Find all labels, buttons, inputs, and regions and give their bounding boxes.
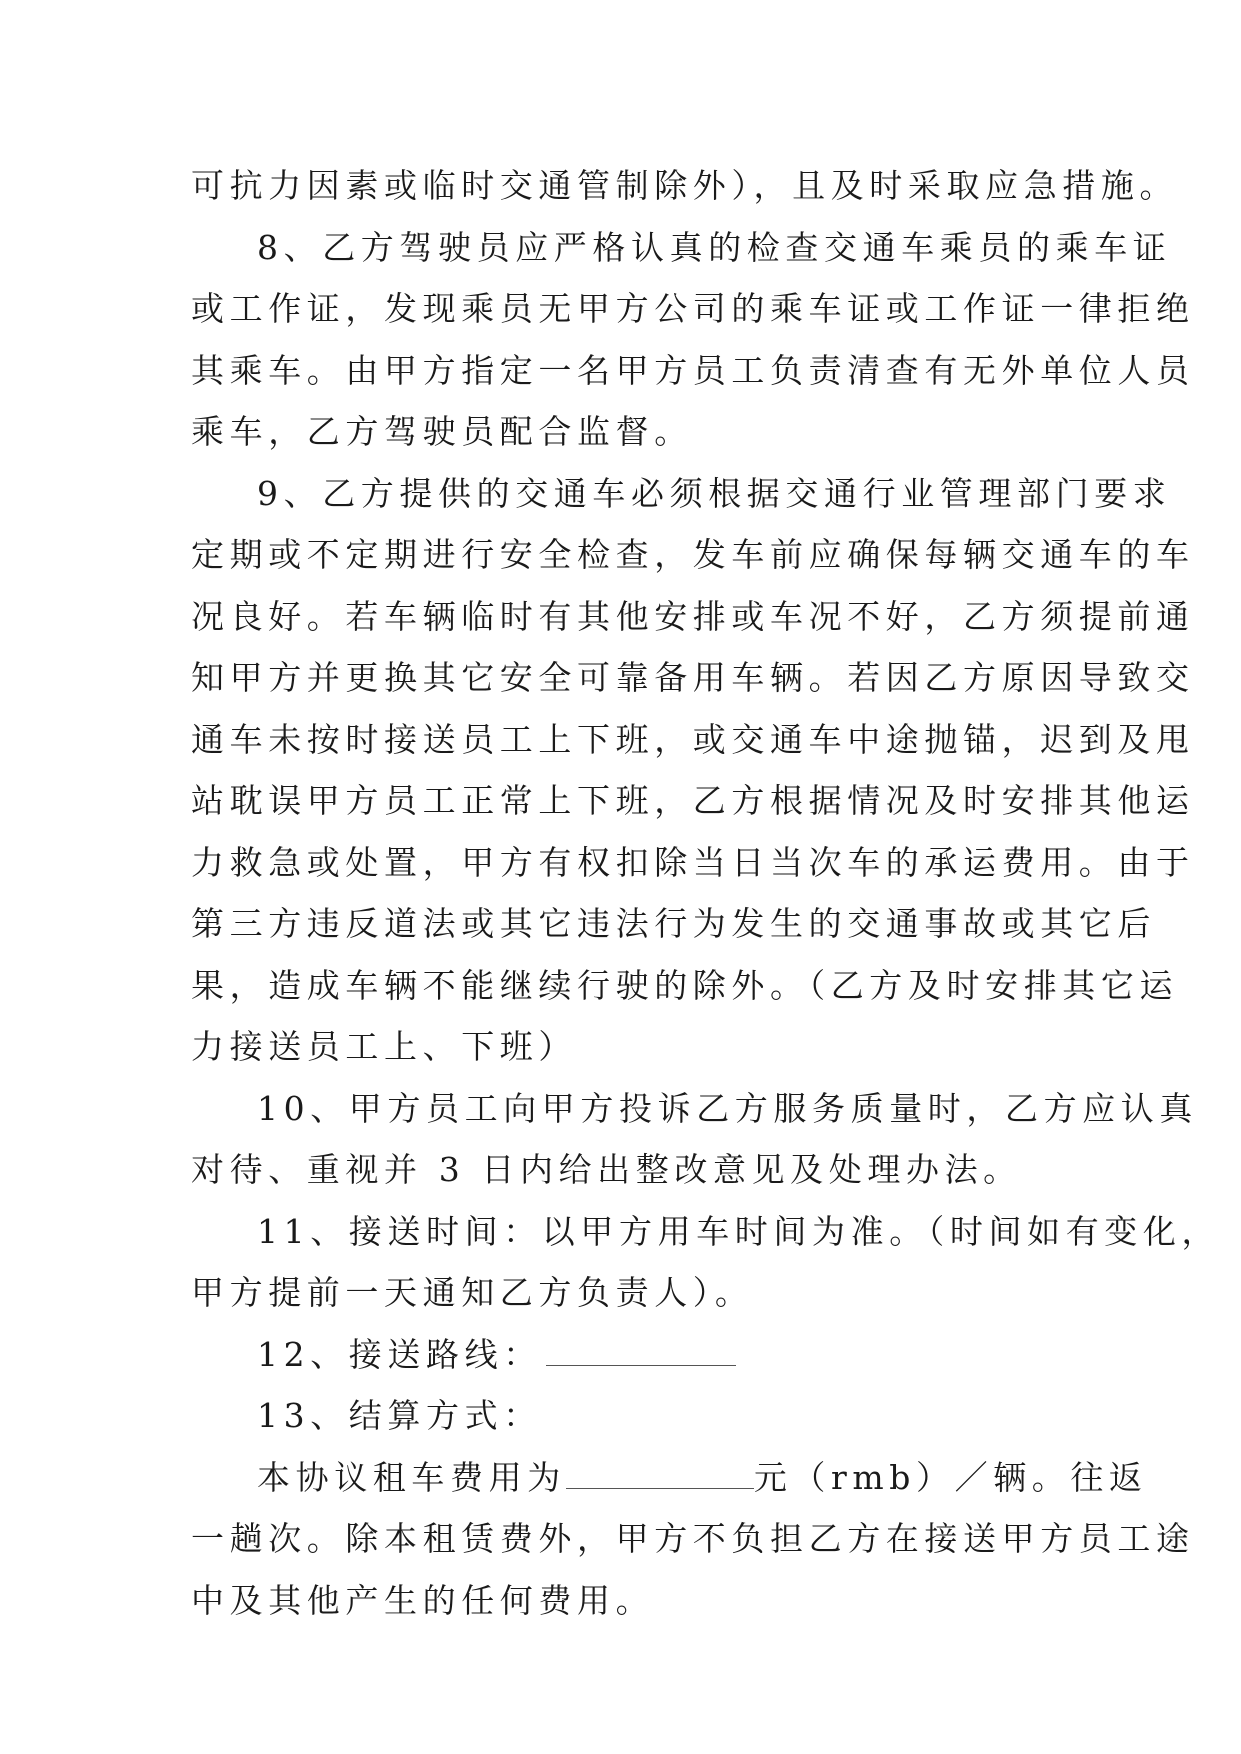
paragraph-line: 可抗力因素或临时交通管制除外），且及时采取应急措施。: [191, 166, 1179, 205]
paragraph-line: 9、乙方提供的交通车必须根据交通行业管理部门要求: [257, 473, 1172, 513]
paragraph-line: 力救急或处置，甲方有权扣除当日当次车的承运费用。由于: [191, 842, 1195, 882]
settlement-label: 13、结算方式：: [257, 1396, 542, 1435]
paragraph-line: 知甲方并更换其它安全可靠备用车辆。若因乙方原因导致交: [191, 658, 1195, 697]
paragraph-line: 第三方违反道法或其它违法行为发生的交通事故或其它后: [191, 904, 1156, 943]
document-body: [191, 155, 1221, 1324]
paragraph-line: 一趟次。除本租赁费外，甲方不负担乙方在接送甲方员工途: [191, 1519, 1195, 1558]
paragraph-line: 站耽误甲方员工正常上下班，乙方根据情况及时安排其他运: [191, 781, 1195, 820]
paragraph-line: 力接送员工上、下班）: [191, 1027, 577, 1066]
paragraph-line: 对待、重视并 3 日内给出整改意见及处理办法。: [191, 1150, 1022, 1189]
paragraph-line: 10、甲方员工向甲方投诉乙方服务质量时，乙方应认真: [257, 1088, 1198, 1128]
fee-suffix: 元（rmb）／辆。往返: [753, 1457, 1148, 1497]
paragraph-line: 况良好。若车辆临时有其他安排或车况不好，乙方须提前通: [191, 596, 1195, 636]
paragraph-line: 定期或不定期进行安全检查，发车前应确保每辆交通车的车: [191, 535, 1195, 574]
paragraph-line: 乘车，乙方驾驶员配合监督。: [191, 412, 693, 451]
fee-line: [191, 1447, 1148, 1509]
route-line: [191, 1324, 1053, 1386]
paragraph-line: 其乘车。由甲方指定一名甲方员工负责清查有无外单位人员: [191, 350, 1195, 390]
paragraph-line: 或工作证，发现乘员无甲方公司的乘车证或工作证一律拒绝: [191, 289, 1195, 328]
fee-blank: [566, 1448, 754, 1489]
paragraph-line: 11、接送时间：以甲方用车时间为准。（时间如有变化，: [257, 1211, 1221, 1251]
paragraph-line: 通车未按时接送员工上下班，或交通车中途抛锚，迟到及甩: [191, 719, 1195, 759]
route-label: 12、接送路线：: [257, 1334, 542, 1374]
fee-prefix: 本协议租车费用为: [257, 1457, 566, 1497]
route-blank: [546, 1325, 736, 1366]
document-page: [191, 155, 1221, 1631]
paragraph-line: 甲方提前一天通知乙方负责人）。: [191, 1273, 754, 1312]
paragraph-line: 中及其他产生的任何费用。: [191, 1580, 655, 1620]
paragraph-line: 8、乙方驾驶员应严格认真的检查交通车乘员的乘车证: [257, 227, 1172, 267]
paragraph-line: 果，造成车辆不能继续行驶的除外。（乙方及时安排其它运: [191, 965, 1179, 1005]
